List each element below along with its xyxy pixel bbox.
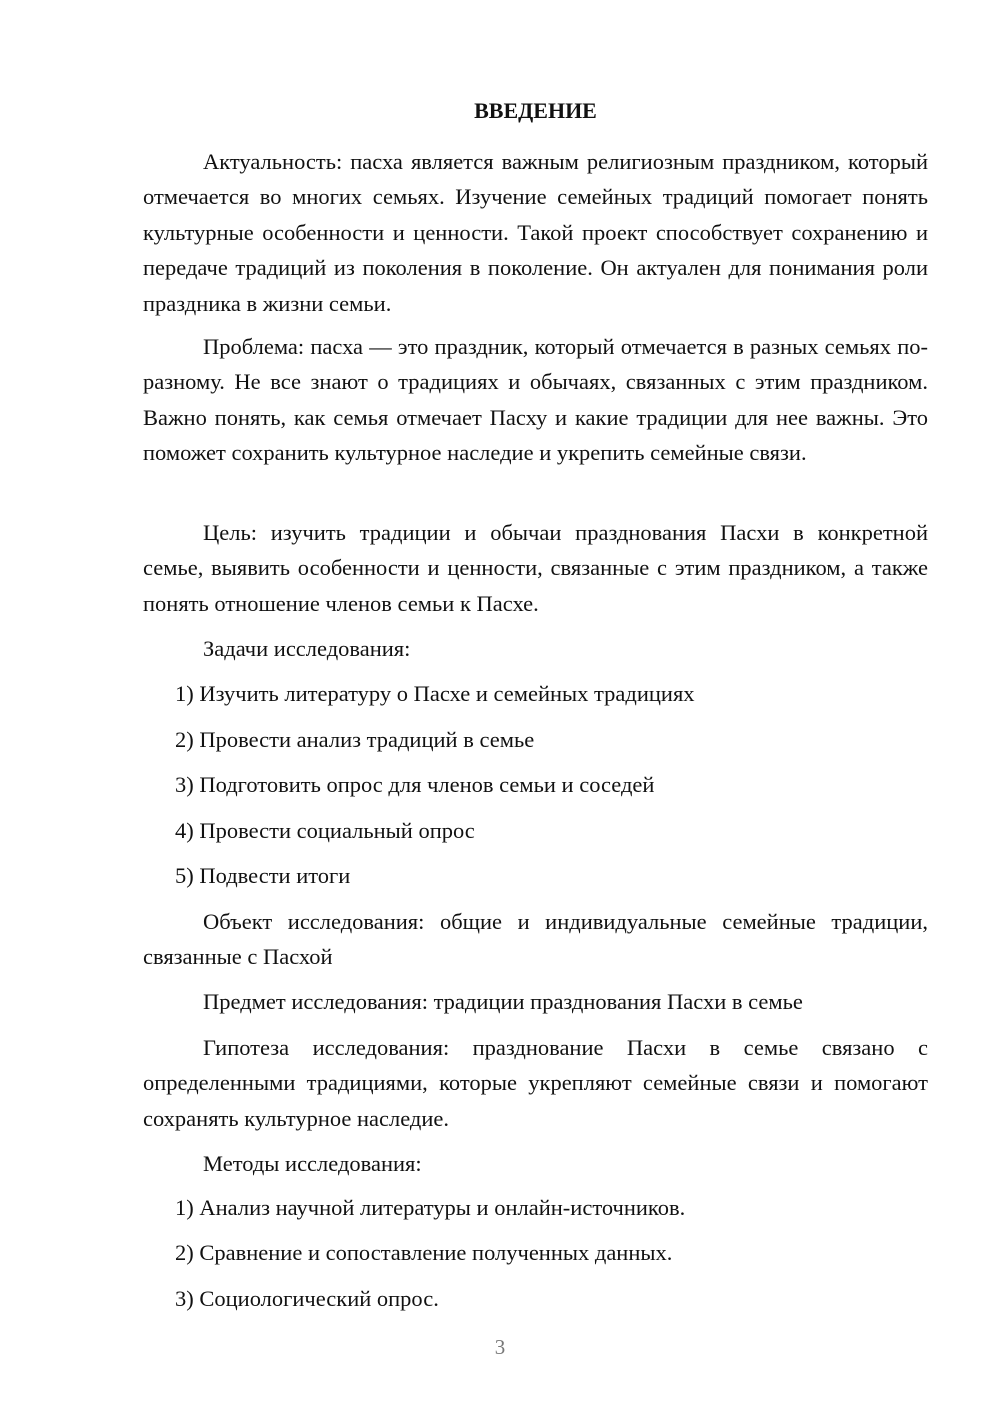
relevance-paragraph: Актуальность: пасха является важным религиозным праздником, который отмечается во многих семьях. Изучение семейных традиций помогает понять культурные особенности и ценности. Такой проект способствует сохранению и передаче традиций из поколения в поколение. Он актуален для понимания роли праздника в жизни семьи. — [143, 149, 928, 316]
task-item: 4) Провести социальный опрос — [175, 818, 475, 843]
methods-heading: Методы исследования: — [203, 1151, 422, 1176]
subject-paragraph: Предмет исследования: традиции празднования Пасхи в семье — [203, 989, 803, 1014]
problem-paragraph: Проблема: пасха — это праздник, который отмечается в разных семьях по-разному. Не все знают о традициях и обычаях, связанных с этим праздником. Важно понять, как семья отмечает Пасху и какие традиции для нее важны. Это поможет сохранить культурное наследие и укрепить семейные связи. — [143, 334, 928, 466]
method-item: 3) Социологический опрос. — [175, 1286, 439, 1311]
goal-paragraph: Цель: изучить традиции и обычаи празднования Пасхи в конкретной семье, выявить особенности и ценности, связанные с этим праздником, а также понять отношение членов семьи к Пасхе. — [143, 520, 928, 616]
method-item: 2) Сравнение и сопоставление полученных данных. — [175, 1240, 673, 1265]
tasks-heading: Задачи исследования: — [203, 636, 411, 661]
task-item: 3) Подготовить опрос для членов семьи и соседей — [175, 772, 655, 797]
task-item: 2) Провести анализ традиций в семье — [175, 727, 535, 752]
task-item: 1) Изучить литературу о Пасхе и семейных традициях — [175, 681, 695, 706]
method-item: 1) Анализ научной литературы и онлайн-источников. — [175, 1195, 686, 1220]
hypothesis-paragraph: Гипотеза исследования: празднование Пасхи в семье связано с определенными традициями, которые укрепляют семейные связи и помогают сохранять культурное наследие. — [143, 1035, 928, 1131]
page-number: 3 — [494, 1335, 506, 1359]
object-paragraph: Объект исследования: общие и индивидуальные семейные традиции, связанные с Пасхой — [143, 909, 928, 970]
task-item: 5) Подвести итоги — [175, 863, 351, 888]
page-title: ВВЕДЕНИЕ — [474, 98, 597, 123]
